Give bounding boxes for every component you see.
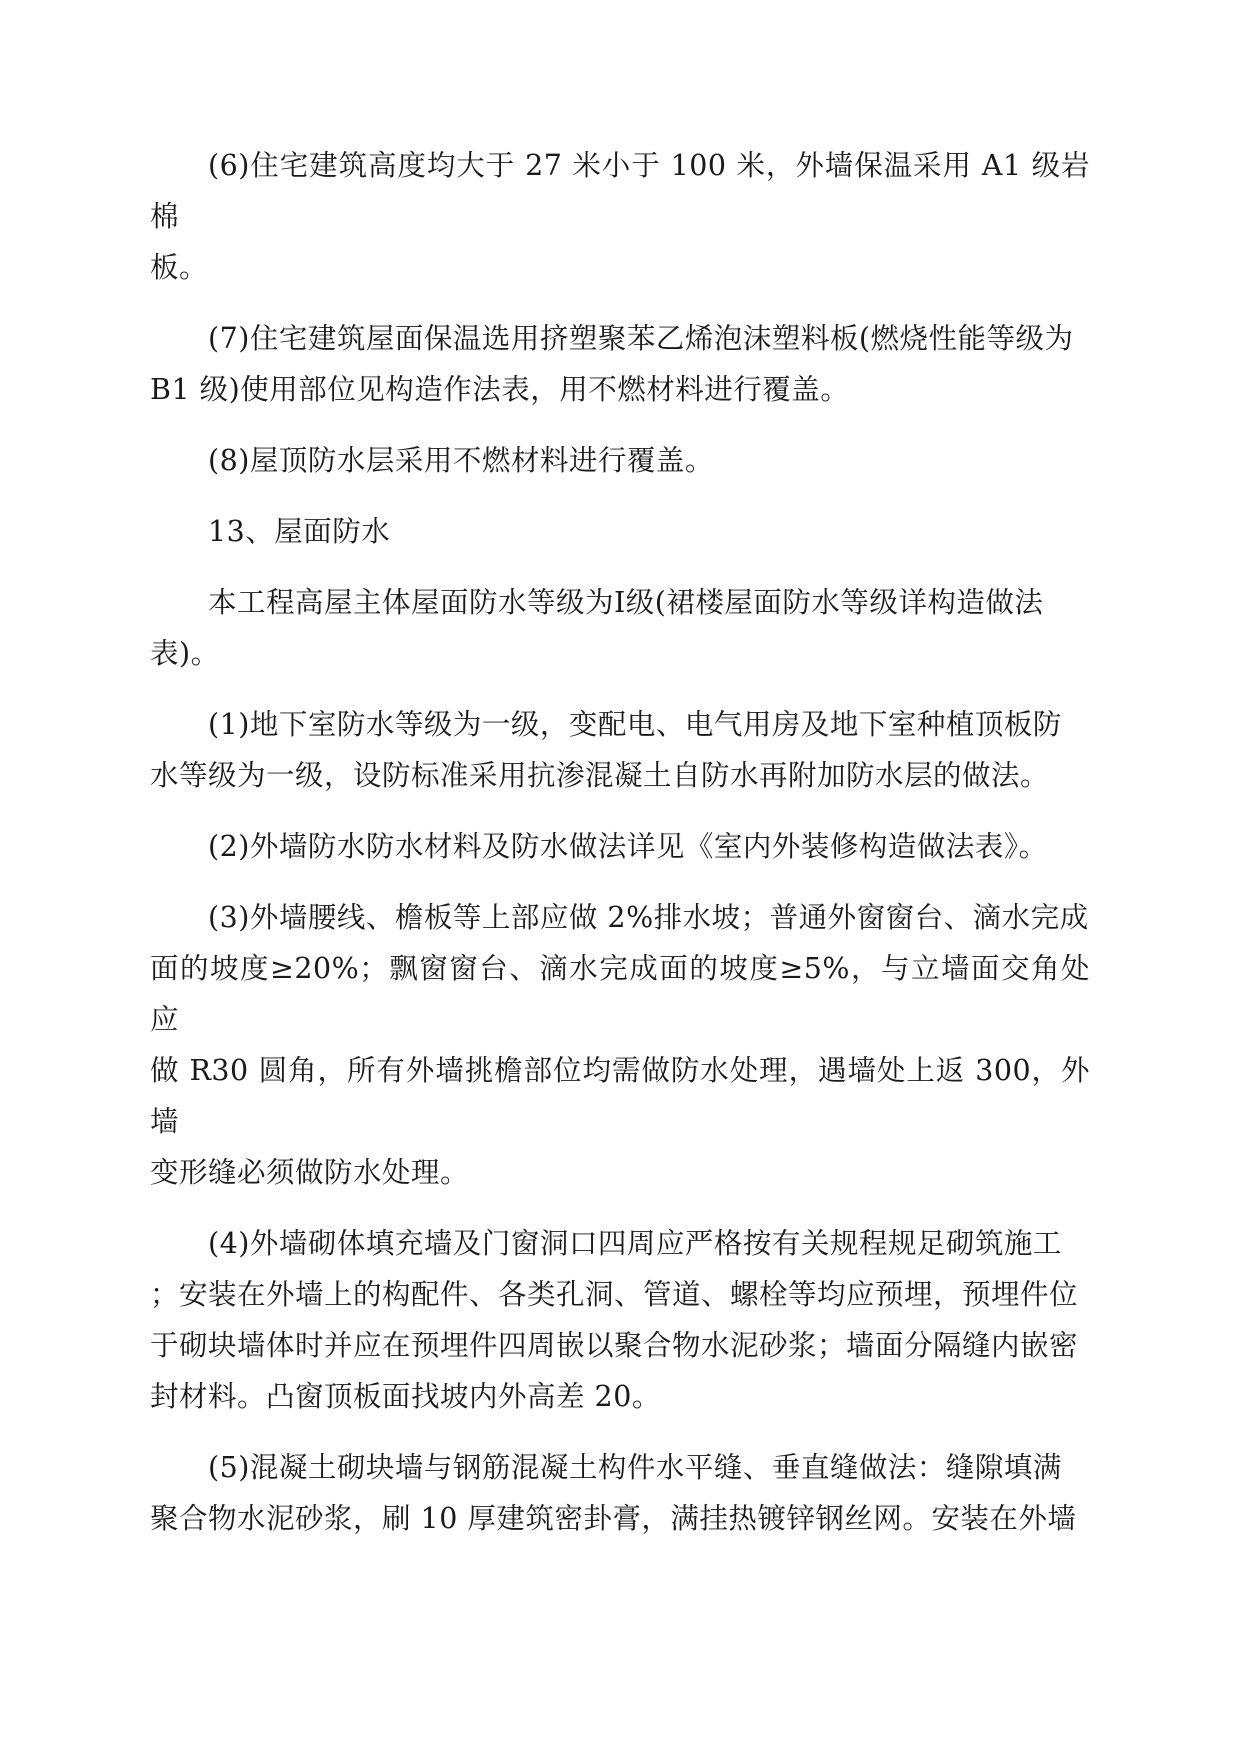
text-line: (1)地下室防水等级为一级，变配电、电气用房及地下室种植顶板防 [208,708,1062,741]
paragraph-item-2 [150,821,1090,872]
text-line: 面的坡度≥20%；飘窗窗台、滴水完成面的坡度≥5%，与立墙面交角处应 [150,952,1090,1036]
paragraph-roof-grade [150,577,1090,679]
text-line: 封材料。凸窗顶板面找坡内外高差 20。 [150,1380,661,1413]
text-line: 本工程高屋主体屋面防水等级为Ⅰ级(裙楼屋面防水等级详构造做法 [208,586,1044,619]
text-line: 聚合物水泥砂浆，刷 10 厚建筑密卦膏，满挂热镀锌钢丝网。安装在外墙 [150,1502,1077,1535]
text-line: (6)住宅建筑高度均大于 27 米小于 100 米，外墙保温采用 A1 级岩棉 [150,149,1090,233]
section-heading-13 [150,506,1090,557]
text-line: 做 R30 圆角，所有外墙挑檐部位均需做防水处理，遇墙处上返 300，外墙 [150,1054,1090,1138]
text-line: 变形缝必须做防水处理。 [150,1156,470,1189]
text-line: (5)混凝土砌块墙与钢筋混凝土构件水平缝、垂直缝做法：缝隙填满 [208,1451,1062,1484]
text-line: 板。 [150,251,209,284]
text-line: 于砌块墙体时并应在预埋件四周嵌以聚合物水泥砂浆；墙面分隔缝内嵌密 [150,1329,1079,1362]
text-line: (8)屋顶防水层采用不燃材料进行覆盖。 [208,444,714,477]
text-line: (4)外墙砌体填充墙及门窗洞口四周应严格按有关规程规足砌筑施工 [208,1227,1062,1260]
text-line: ；安装在外墙上的构配件、各类孔洞、管道、螺栓等均应预埋，预埋件位 [150,1278,1079,1311]
text-line: 13、屋面防水 [208,515,391,548]
paragraph-item-5 [150,1442,1090,1544]
text-line: 表)。 [150,637,220,670]
text-line: (7)住宅建筑屋面保温选用挤塑聚苯乙烯泡沫塑料板(燃烧性能等级为 [208,322,1074,355]
paragraph-item-6 [150,140,1090,293]
paragraph-item-8 [150,435,1090,486]
text-line: (2)外墙防水防水材料及防水做法详见《室内外装修构造做法表》。 [208,830,1048,863]
paragraph-item-3 [150,892,1090,1198]
text-line: 水等级为一级，设防标准采用抗渗混凝土自防水再附加防水层的做法。 [150,759,1050,792]
paragraph-item-1 [150,699,1090,801]
text-line: B1 级)使用部位见构造作法表，用不燃材料进行覆盖。 [150,373,850,406]
paragraph-item-4 [150,1218,1090,1422]
text-line: (3)外墙腰线、檐板等上部应做 2%排水坡；普通外窗窗台、滴水完成 [208,901,1089,934]
paragraph-item-7 [150,313,1090,415]
document-body [150,140,1090,1564]
